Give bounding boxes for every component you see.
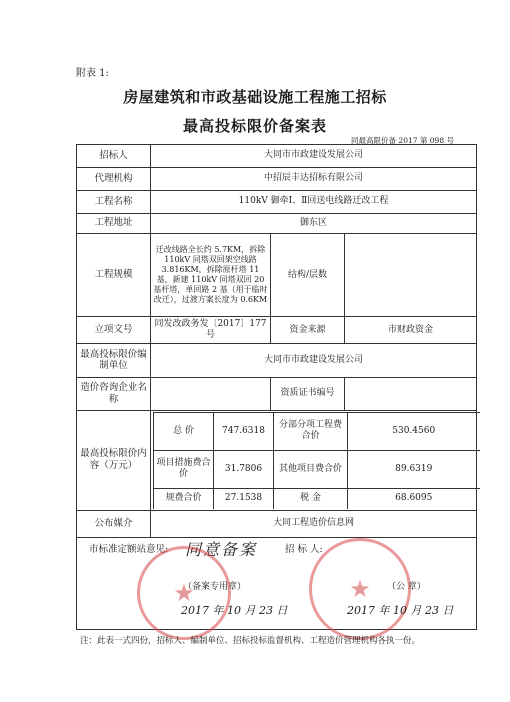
structure-value — [345, 234, 477, 317]
table-row — [77, 234, 477, 317]
fund-source-label: 资金来源 — [271, 317, 345, 344]
scale-label: 工程规模 — [77, 234, 151, 317]
price-breakdown — [151, 410, 477, 510]
table-row — [77, 145, 477, 168]
seal-star-icon: ★ — [349, 574, 371, 603]
table-row — [77, 167, 477, 190]
tenderer-label: 招标人 — [77, 145, 151, 168]
standards-office-opinion-label: 市标准定额站意见: — [89, 543, 169, 555]
table-row — [77, 317, 477, 344]
tax-value: 68.6095 — [348, 488, 480, 508]
media-label: 公布媒介 — [77, 510, 151, 537]
table-row — [77, 190, 477, 213]
agency-value: 中招辰丰达招标有限公司 — [151, 167, 477, 190]
document-number: 同最高限价备 2017 第 098 号 — [351, 136, 454, 145]
subitem-value: 530.4560 — [348, 412, 480, 450]
page-title: 房屋建筑和市政基础设施工程施工招标 — [123, 88, 387, 106]
tenderer-value: 大同市市政建设发展公司 — [151, 145, 477, 168]
filing-stamp-label: （备案专用章） — [183, 581, 247, 592]
total-label: 总 价 — [154, 412, 214, 450]
annex-label: 附表 1: — [76, 68, 109, 79]
page-subtitle: 最高投标限价备案表 — [182, 117, 327, 135]
other-label: 其他项目费合价 — [274, 450, 348, 488]
media-value: 大同工程造价信息网 — [151, 510, 477, 537]
table-row — [154, 450, 480, 488]
tenderer-signature-label: 招 标 人: — [285, 543, 323, 555]
table-row — [77, 344, 477, 377]
compiler-label: 最高投标限价编制单位 — [77, 344, 151, 377]
fund-source-value: 市财政资金 — [345, 317, 477, 344]
official-seal-label: （公 章） — [387, 581, 426, 592]
approval-value: 同发改政务发〔2017〕177 号 — [151, 317, 271, 344]
price-breakdown-table — [153, 412, 480, 509]
table-row — [77, 510, 477, 537]
compiler-value: 大同市市政建设发展公司 — [151, 344, 477, 377]
handwritten-approval: 同意备案 — [185, 539, 258, 559]
total-value: 747.6318 — [214, 412, 274, 450]
consult-value — [151, 377, 271, 410]
cert-value — [345, 377, 477, 410]
project-name-value: 110kV 御牵Ⅰ、Ⅱ回送电线路迁改工程 — [151, 190, 477, 213]
scale-value: 迁改线路全长约 5.7KM，拆除 110kV 同塔双回架空线路 3.816KM，拆除原杆塔 11 基，新建 110kV 同塔双回 20 基杆塔，单回路 2 基（用于临时改迁），过渡方案长度为 0.6KM — [151, 234, 271, 317]
project-name-label: 工程名称 — [77, 190, 151, 213]
table-row — [154, 488, 480, 508]
table-row — [77, 213, 477, 234]
measures-label: 项目措施费合价 — [154, 450, 214, 488]
signature-section — [77, 537, 477, 630]
stamp-star-icon: ★ — [173, 578, 195, 607]
approval-label: 立项文号 — [77, 317, 151, 344]
tenderer-date: 2017 年 10 月 23 日 — [347, 603, 454, 617]
other-value: 89.6319 — [348, 450, 480, 488]
table-row — [77, 377, 477, 410]
cert-label: 资质证书编号 — [271, 377, 345, 410]
filing-table — [76, 144, 477, 630]
tax-label: 税 金 — [274, 488, 348, 508]
address-label: 工程地址 — [77, 213, 151, 234]
table-row — [77, 410, 477, 510]
fees-value: 27.1538 — [214, 488, 274, 508]
subitem-label: 分部分项工程费合价 — [274, 412, 348, 450]
table-row — [77, 537, 477, 630]
content-label: 最高投标限价内容（万元） — [77, 410, 151, 510]
consult-label: 造价咨询企业名称 — [77, 377, 151, 410]
fees-label: 规费合价 — [154, 488, 214, 508]
agency-label: 代理机构 — [77, 167, 151, 190]
table-row — [154, 412, 480, 450]
address-value: 御东区 — [151, 213, 477, 234]
filing-date: 2017 年 10 月 23 日 — [181, 603, 288, 617]
footnote: 注：此表一式四份，招标人、编制单位、招标投标监督机构、工程造价管理机构各执一份。 — [80, 636, 421, 646]
measures-value: 31.7806 — [214, 450, 274, 488]
structure-label: 结构/层数 — [271, 234, 345, 317]
